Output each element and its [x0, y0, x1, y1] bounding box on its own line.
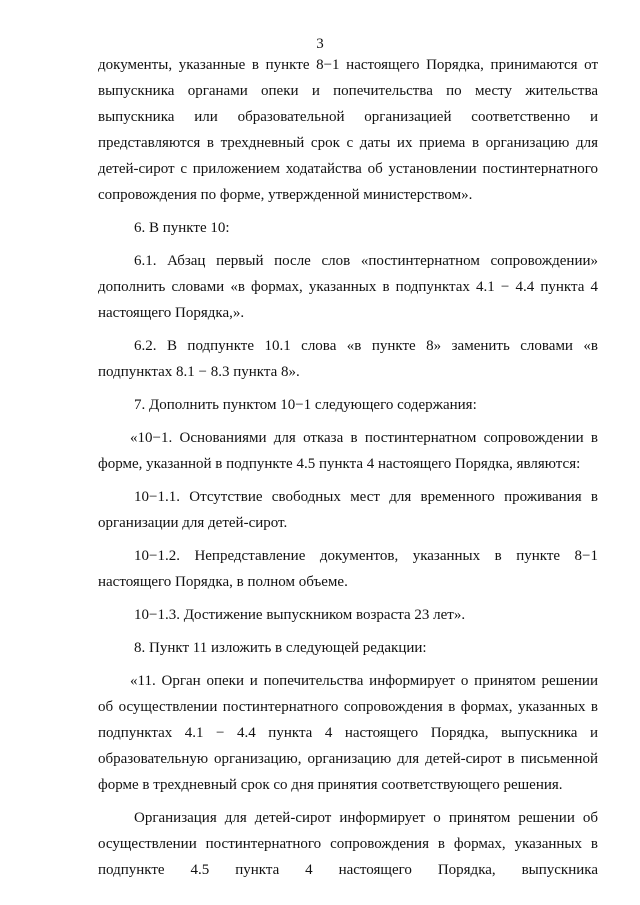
paragraph-item-6: 6. В пункте 10:: [134, 220, 230, 236]
paragraph-item-6-2: 6.2. В подпункте 10.1 слова «в пункте 8» заменить словами «в подпунктах 8.1 − 8.3 пункта 8».: [98, 338, 598, 380]
paragraph-item-6-1: 6.1. Абзац первый после слов «постинтернатном сопровождении» дополнить словами «в формах, указанных в подпунктах 4.1 − 4.4 пункта 4 настоящего Порядка,».: [98, 253, 598, 321]
paragraph-item-10-1-2: 10−1.2. Непредставление документов, указанных в пункте 8−1 настоящего Порядка, в полном объеме.: [98, 548, 598, 590]
paragraph-item-8: 8. Пункт 11 изложить в следующей редакции:: [134, 640, 427, 656]
paragraph-item-10-1: «10−1. Основаниями для отказа в постинтернатном сопровождении в форме, указанной в подпункте 4.5 пункта 4 настоящего Порядка, являются:: [98, 430, 598, 472]
paragraph-item-10-1-3: 10−1.3. Достижение выпускником возраста 23 лет».: [134, 607, 466, 623]
paragraph-item-11: «11. Орган опеки и попечительства информирует о принятом решении об осуществлении постинтернатного сопровождения в формах, указанных в подпунктах 4.1 − 4.4 пункта 4 настоящего Порядка, выпускника и образовательную организацию, организацию для детей-сирот в письменной форме в трехдневный срок со дня принятия соответствующего решения.: [98, 673, 598, 793]
page-number: 3: [316, 36, 324, 52]
paragraph-continuation: документы, указанные в пункте 8−1 настоящего Порядка, принимаются от выпускника органами опеки и попечительства по месту жительства выпускника или образовательной организацией соответственно и представляются в трехдневный срок с даты их приема в организацию для детей-сирот с приложением ходатайства об установлении постинтернатного сопровождения по форме, утвержденной министерством».: [98, 57, 598, 203]
paragraph-item-7: 7. Дополнить пунктом 10−1 следующего содержания:: [134, 397, 477, 413]
document-body: [98, 52, 598, 890]
paragraph-item-10-1-1: 10−1.1. Отсутствие свободных мест для временного проживания в организации для детей-сирот.: [98, 489, 598, 531]
paragraph-organization-notice: Организация для детей-сирот информирует о принятом решении об осуществлении постинтернатного сопровождения в формах, указанных в подпункте 4.5 пункта 4 настоящего Порядка, выпускника: [98, 810, 598, 878]
